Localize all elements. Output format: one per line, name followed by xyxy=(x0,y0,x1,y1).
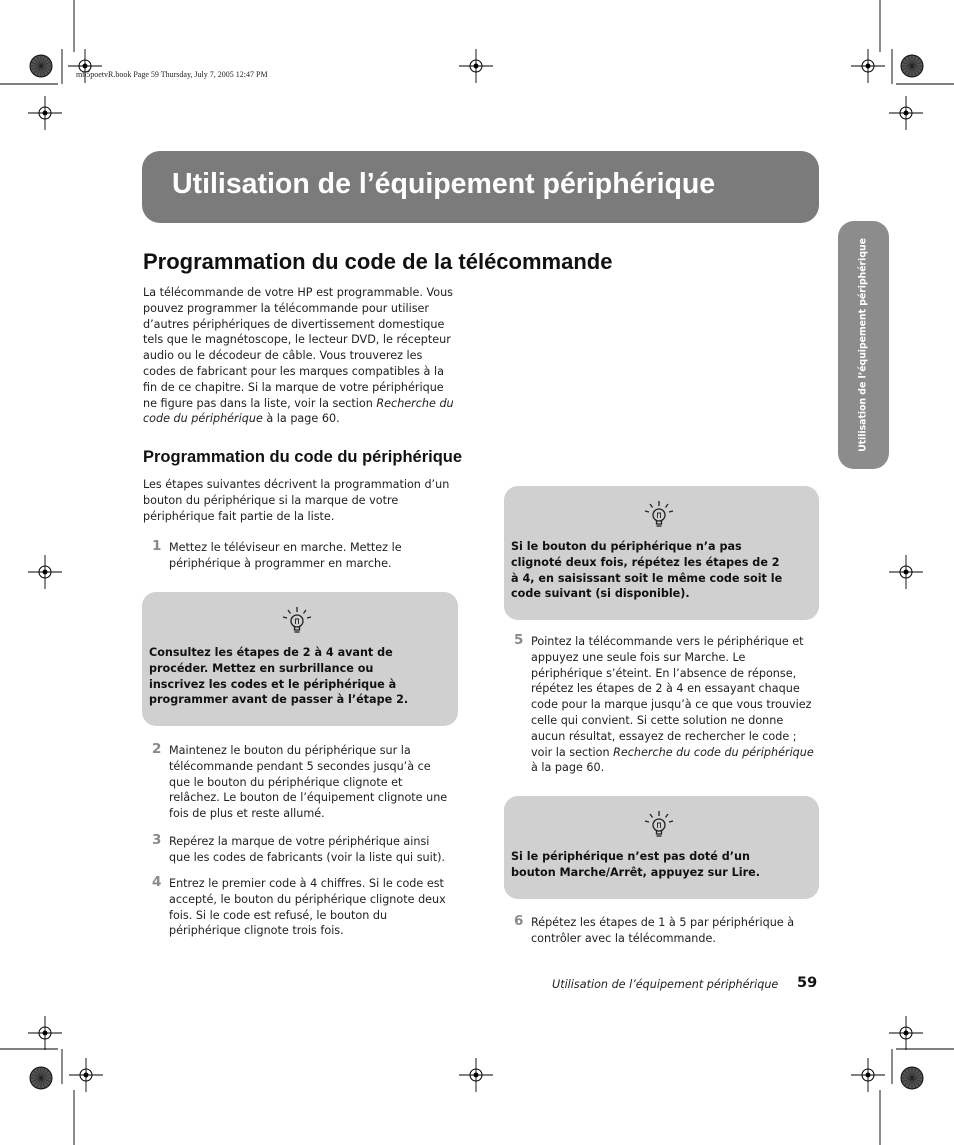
text-line: ne figure pas dans la liste, voir la section Recherche du xyxy=(143,396,454,410)
page-number: 59 xyxy=(797,975,818,991)
crosshair-mark-icon xyxy=(889,96,923,130)
print-header: mb5poetvR.book Page 59 Thursday, July 7, 2005 12:47 PM xyxy=(76,70,268,79)
text-line: bouton du périphérique si la marque de votre xyxy=(143,493,399,507)
step-3-text: Repérez la marque de votre périphérique ainsi que les codes de fabricants (voir la liste qui suit). xyxy=(169,835,446,864)
subsection-intro xyxy=(143,477,449,524)
text-line: d’autres périphériques de divertissement domestique xyxy=(143,317,445,331)
text-line: pouvez programmer la télécommande pour utiliser xyxy=(143,301,430,315)
step-6-text: Répétez les étapes de 1 à 5 par périphérique à contrôler avec la télécommande. xyxy=(531,916,795,945)
registration-rosette-icon xyxy=(30,55,52,77)
crosshair-mark-icon xyxy=(69,1058,103,1092)
crosshair-mark-icon xyxy=(889,1016,923,1050)
step-1-text: Mettez le téléviseur en marche. Mettez le périphérique à programmer en marche. xyxy=(169,541,402,570)
cross-reference: Recherche du xyxy=(376,396,454,410)
step-number: 5 xyxy=(514,632,524,648)
tip-text: Si le périphérique n’est pas doté d’un bouton Marche/Arrêt, appuyez sur Lire. xyxy=(511,850,760,879)
side-tab-label: Utilisation de l’équipement périphérique xyxy=(857,238,869,452)
registration-rosette-icon xyxy=(30,1067,52,1089)
lightbulb-icon xyxy=(642,498,676,530)
crosshair-mark-icon xyxy=(851,49,885,83)
text-line: périphérique fait partie de la liste. xyxy=(143,509,335,523)
text-line: tels que le magnétoscope, le lecteur DVD, le récepteur xyxy=(143,333,451,347)
running-footer: Utilisation de l’équipement périphérique xyxy=(552,978,779,991)
crosshair-mark-icon xyxy=(851,1058,885,1092)
text-line: codes de fabricant pour les marques compatibles à la xyxy=(143,364,444,378)
chapter-title: Utilisation de l’équipement périphérique xyxy=(172,168,716,200)
text-line: La télécommande de votre HP est programmable. Vous xyxy=(143,286,453,299)
crosshair-mark-icon xyxy=(459,49,493,83)
crosshair-mark-icon xyxy=(28,1016,62,1050)
lightbulb-icon xyxy=(642,808,676,840)
step-number: 4 xyxy=(152,874,162,890)
step-number: 2 xyxy=(152,741,162,757)
step-2-text: Maintenez le bouton du périphérique sur la télécommande pendant 5 secondes jusqu’à ce que le bouton du périphérique clignote et relâchez. Le bouton de l’équipement clignote une fois de plus et reste allumé. xyxy=(169,744,448,821)
tip-text: Si le bouton du périphérique n’a pas clignoté deux fois, répétez les étapes de 2 à 4, en saisissant soit le même code soit le code suivant (si disponible). xyxy=(511,540,783,601)
registration-rosette-icon xyxy=(901,1067,923,1089)
step-number: 1 xyxy=(152,538,162,554)
step-number: 6 xyxy=(514,913,524,929)
text-line: code du périphérique à la page 60. xyxy=(143,412,340,426)
crosshair-mark-icon xyxy=(889,555,923,589)
lightbulb-icon xyxy=(280,604,314,636)
section-title: Programmation du code de la télécommande xyxy=(143,249,613,274)
text-line: audio ou le décodeur de câble. Vous trouverez les xyxy=(143,349,423,363)
crosshair-mark-icon xyxy=(28,96,62,130)
subsection-title: Programmation du code du périphérique xyxy=(143,448,463,466)
text-line: fin de ce chapitre. Si la marque de votre périphérique xyxy=(143,380,444,394)
crosshair-mark-icon xyxy=(459,1058,493,1092)
crosshair-mark-icon xyxy=(28,555,62,589)
step-4-text: Entrez le premier code à 4 chiffres. Si le code est accepté, le bouton du périphérique clignote deux fois. Si le code est refusé, le bouton du périphérique clignote trois fois. xyxy=(169,877,446,938)
step-number: 3 xyxy=(152,832,162,848)
step-5-text: Pointez la télécommande vers le périphérique et appuyez une seule fois sur Marche. Le périphérique s’éteint. En l’absence de réponse, répétez les étapes de 2 à 4 en essayant chaque code pour la marque jusqu’à ce que vous trouviez celle qui convient. Si cette solution ne donne aucun résultat, essayez de rechercher le code ; voir la section Recherche du code du périphérique à la page 60. xyxy=(531,635,814,775)
text-line: Les étapes suivantes décrivent la programmation d’un xyxy=(143,478,450,491)
cross-reference: code du périphérique xyxy=(143,412,263,426)
section-intro xyxy=(143,285,454,427)
cross-reference: Recherche du code du périphérique xyxy=(613,745,814,759)
tip-text: Consultez les étapes de 2 à 4 avant de procéder. Mettez en surbrillance ou inscrivez les codes et le périphérique à programmer avant de passer à l’étape 2. xyxy=(149,646,409,707)
registration-rosette-icon xyxy=(901,55,923,77)
